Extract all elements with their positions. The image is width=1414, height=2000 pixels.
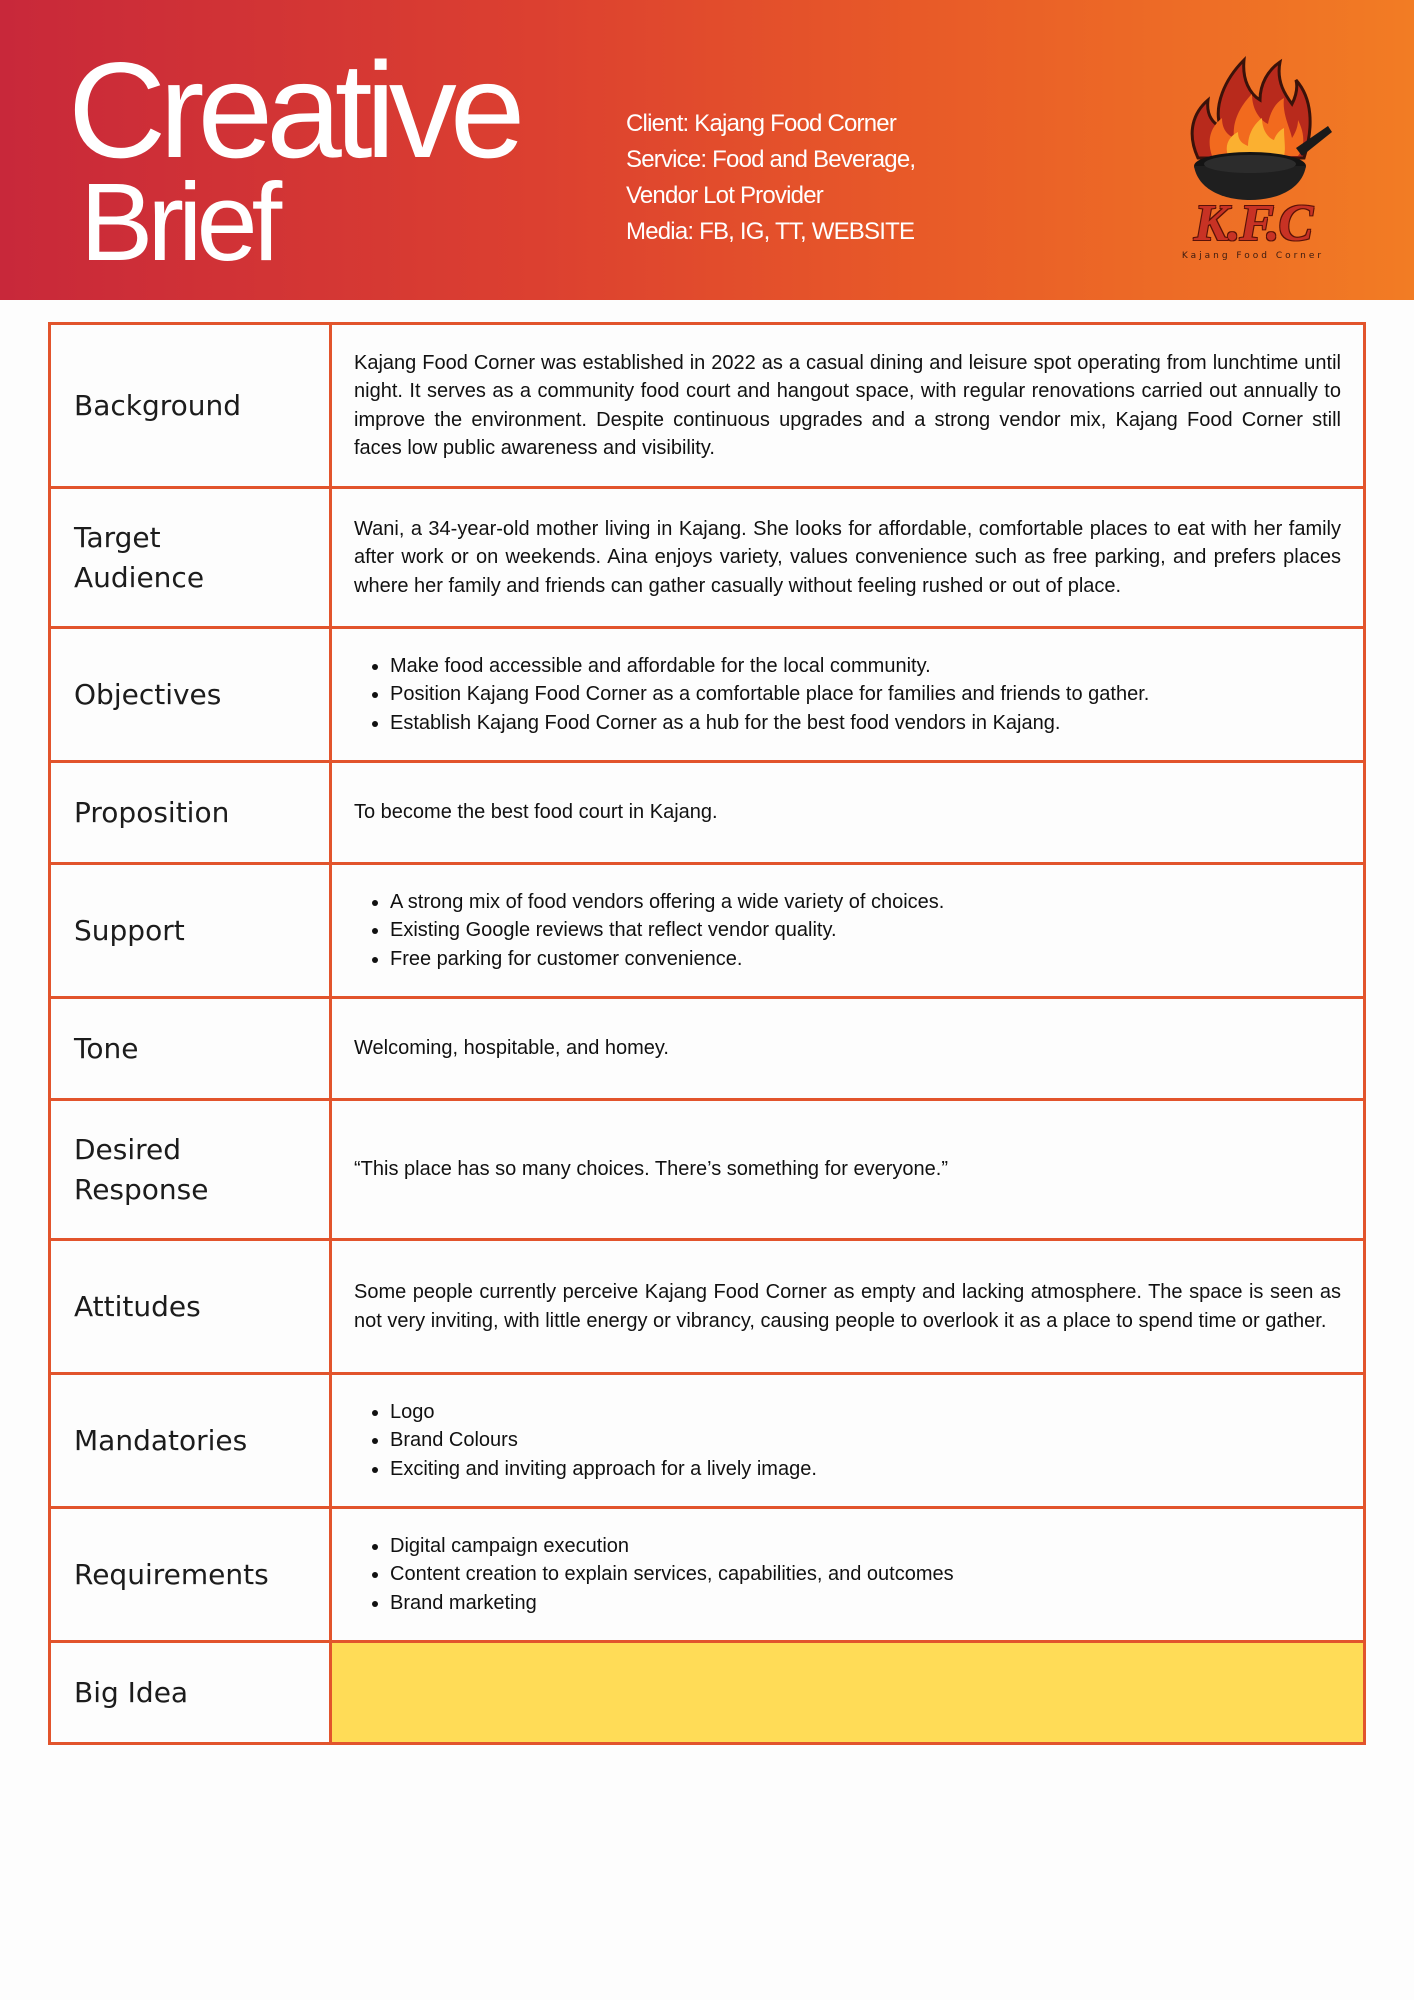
- list-item: • Existing Google reviews that reflect vendor quality.: [390, 916, 1341, 945]
- row-content: [331, 1508, 1365, 1642]
- row-label: Attitudes: [50, 1240, 331, 1374]
- row-label: Mandatories: [50, 1374, 331, 1508]
- header-banner: [0, 0, 1414, 300]
- bullet-list: [354, 652, 1341, 738]
- row-content: [331, 864, 1365, 998]
- label-line: Audience: [74, 560, 205, 594]
- title-brief: Brief: [80, 161, 277, 284]
- bullet-list: [354, 1532, 1341, 1618]
- media-line: Media: FB, IG, TT, WEBSITE: [626, 218, 915, 245]
- brief-table: [48, 322, 1366, 1745]
- row-label: [50, 1100, 331, 1240]
- row-proposition: [50, 762, 1365, 864]
- list-item: • Make food accessible and affordable for the local community.: [390, 652, 1341, 681]
- row-big-idea: [50, 1642, 1365, 1744]
- client-line: Client: Kajang Food Corner: [626, 110, 897, 137]
- big-idea-field: [331, 1642, 1365, 1744]
- row-background: [50, 324, 1365, 488]
- row-content: “This place has so many choices. There’s something for everyone.”: [331, 1100, 1365, 1240]
- row-label: Background: [50, 324, 331, 488]
- row-content: Wani, a 34-year-old mother living in Kajang. She looks for affordable, comfortable places to eat with her family after work or on weekends. Aina enjoys variety, values convenience such as free parking, and prefers places where her family and friends can gather casually without feeling rushed or out of place.: [331, 488, 1365, 628]
- list-item: • Free parking for customer convenience.: [390, 945, 1341, 974]
- row-content: Kajang Food Corner was established in 2022 as a casual dining and leisure spot operating from lunchtime until night. It serves as a community food court and hangout space, with regular renovations carried out annually to improve the environment. Despite continuous upgrades and a strong vendor mix, Kajang Food Corner still faces low public awareness and visibility.: [331, 324, 1365, 488]
- list-item: • Establish Kajang Food Corner as a hub for the best food vendors in Kajang.: [390, 709, 1341, 738]
- client-info: [626, 106, 956, 250]
- flaming-pan-icon: [1168, 40, 1338, 270]
- list-item: • Logo: [390, 1398, 1341, 1427]
- row-label: Support: [50, 864, 331, 998]
- service-line: Service: Food and Beverage,: [626, 146, 916, 173]
- service-line-continued: Vendor Lot Provider: [626, 182, 823, 209]
- row-label: [50, 488, 331, 628]
- row-label: Objectives: [50, 628, 331, 762]
- label-line: Response: [74, 1172, 209, 1206]
- row-requirements: [50, 1508, 1365, 1642]
- row-label: Requirements: [50, 1508, 331, 1642]
- row-label: Proposition: [50, 762, 331, 864]
- row-attitudes: [50, 1240, 1365, 1374]
- row-target-audience: [50, 488, 1365, 628]
- row-desired-response: [50, 1100, 1365, 1240]
- list-item: • Brand marketing: [390, 1589, 1341, 1618]
- row-content: [331, 628, 1365, 762]
- list-item: • Content creation to explain services, capabilities, and outcomes: [390, 1560, 1341, 1589]
- row-content: Welcoming, hospitable, and homey.: [331, 998, 1365, 1100]
- list-item: • Brand Colours: [390, 1426, 1341, 1455]
- label-line: Desired: [74, 1132, 182, 1166]
- logo-wordmark: K.F.C: [1193, 195, 1313, 252]
- bullet-list: [354, 1398, 1341, 1484]
- row-tone: [50, 998, 1365, 1100]
- row-mandatories: [50, 1374, 1365, 1508]
- row-objectives: [50, 628, 1365, 762]
- list-item: • Position Kajang Food Corner as a comfortable place for families and friends to gather.: [390, 680, 1341, 709]
- list-item: • A strong mix of food vendors offering a wide variety of choices.: [390, 888, 1341, 917]
- logo-graphic: [1168, 40, 1338, 210]
- title-creative: Creative: [68, 34, 519, 186]
- row-label: Big Idea: [50, 1642, 331, 1744]
- row-support: [50, 864, 1365, 998]
- row-content: Some people currently perceive Kajang Food Corner as empty and lacking atmosphere. The space is seen as not very inviting, with little energy or vibrancy, causing people to overlook it as a place to spend time or gather.: [331, 1240, 1365, 1374]
- bullet-list: [354, 888, 1341, 974]
- list-item: • Digital campaign execution: [390, 1532, 1341, 1561]
- row-label: Tone: [50, 998, 331, 1100]
- row-content: [331, 1374, 1365, 1508]
- label-line: Target: [74, 520, 161, 554]
- row-content: To become the best food court in Kajang.: [331, 762, 1365, 864]
- list-item: • Exciting and inviting approach for a lively image.: [390, 1455, 1341, 1484]
- logo-subtitle: Kajang Food Corner: [1181, 251, 1325, 261]
